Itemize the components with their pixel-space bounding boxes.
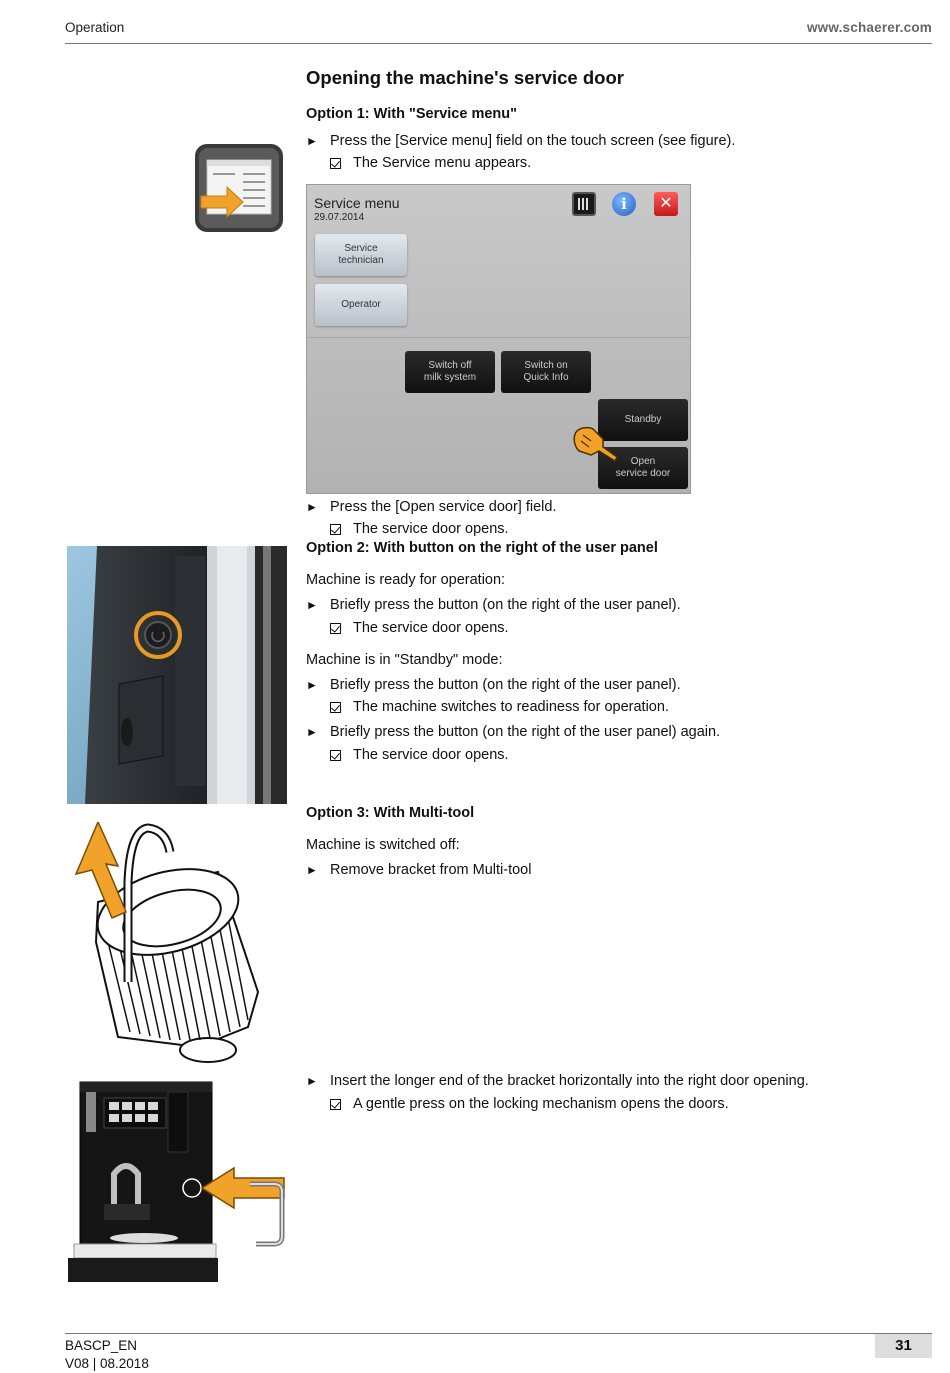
btn-line: Open: [630, 456, 656, 467]
step-text: Briefly press the button (on the right of the user panel).: [330, 677, 681, 693]
screen-date: 29.07.2014: [314, 212, 365, 223]
step-text: Press the [Service menu] field on the touch screen (see figure).: [330, 133, 736, 149]
option3-heading: Option 3: With Multi-tool: [306, 805, 475, 821]
step-arrow-icon: ►: [306, 863, 318, 877]
option3-step1: [306, 862, 531, 878]
result-text: A gentle press on the locking mechanism opens the doors.: [353, 1096, 729, 1112]
result-text: The service door opens.: [353, 521, 509, 537]
btn-line: Switch off: [428, 360, 472, 371]
step-arrow-icon: ►: [306, 134, 318, 148]
header-website: www.schaerer.com: [806, 20, 932, 35]
close-icon[interactable]: ✕: [654, 192, 678, 216]
option3-result2: [330, 1096, 729, 1112]
btn-line: milk system: [423, 372, 477, 383]
checkbox-tick-icon: [330, 1099, 341, 1110]
option2-result2: [330, 699, 669, 715]
step-arrow-icon: ►: [306, 678, 318, 692]
option2-condition1: Machine is ready for operation:: [306, 572, 506, 588]
info-icon[interactable]: i: [612, 192, 636, 216]
option1-step2: [306, 499, 556, 515]
option2-result1: [330, 620, 509, 636]
user-panel-button-image: [67, 546, 287, 804]
step-text: Remove bracket from Multi-tool: [330, 862, 532, 878]
btn-line: Service: [344, 243, 378, 254]
btn-line: Operator: [341, 299, 381, 310]
screen-divider: [307, 337, 690, 338]
checkbox-tick-icon: [330, 750, 341, 761]
screen-title: Service menu: [314, 195, 400, 211]
header-divider: [65, 43, 932, 44]
coffee-machine-image: [64, 1078, 288, 1288]
checkbox-tick-icon: [330, 702, 341, 713]
option2-result3: [330, 747, 509, 763]
result-text: The machine switches to readiness for operation.: [353, 699, 669, 715]
step-text: Briefly press the button (on the right of the user panel).: [330, 597, 681, 613]
option2-condition2: Machine is in "Standby" mode:: [306, 652, 503, 668]
step-arrow-icon: ►: [306, 500, 318, 514]
step-text: Briefly press the button (on the right of the user panel) again.: [330, 724, 721, 740]
btn-line: Switch on: [524, 360, 568, 371]
btn-line: service door: [615, 468, 671, 479]
page-title: Opening the machine's service door: [306, 67, 624, 88]
btn-line: Standby: [624, 414, 662, 425]
option2-step2: [306, 677, 681, 693]
step-arrow-icon: ►: [306, 725, 318, 739]
option2-step3: [306, 724, 720, 740]
option1-heading: Option 1: With "Service menu": [306, 106, 518, 122]
operator-button[interactable]: [315, 284, 407, 326]
option2-heading: Option 2: With button on the right of the user panel: [306, 540, 658, 556]
option3-step2: [306, 1073, 809, 1089]
header-section: Operation: [65, 20, 125, 35]
footer-divider: [65, 1333, 932, 1334]
btn-line: Quick Info: [523, 372, 569, 383]
multi-tool-image: [68, 822, 263, 1064]
step-arrow-icon: ►: [306, 598, 318, 612]
page-number: 31: [875, 1334, 932, 1358]
btn-line: technician: [338, 255, 384, 266]
step-text: Insert the longer end of the bracket horizontally into the right door opening.: [330, 1073, 809, 1089]
checkbox-tick-icon: [330, 158, 341, 169]
checkbox-tick-icon: [330, 623, 341, 634]
footer-version: V08 | 08.2018: [65, 1356, 149, 1371]
service-menu-icon: [193, 142, 285, 234]
option1-result1: [330, 155, 531, 171]
step-text: Press the [Open service door] field.: [330, 499, 557, 515]
pointing-hand-icon: [569, 421, 619, 465]
service-menu-screenshot: [306, 184, 691, 494]
option2-step1: [306, 597, 681, 613]
switch-on-quick-info-button[interactable]: [501, 351, 591, 393]
qr-code-icon[interactable]: [572, 192, 596, 216]
result-text: The service door opens.: [353, 747, 509, 763]
option1-result2: [330, 521, 509, 537]
result-text: The Service menu appears.: [353, 155, 532, 171]
switch-off-milk-system-button[interactable]: [405, 351, 495, 393]
option3-condition1: Machine is switched off:: [306, 837, 460, 853]
checkbox-tick-icon: [330, 524, 341, 535]
option1-step1: [306, 133, 735, 149]
service-technician-button[interactable]: [315, 234, 407, 276]
step-arrow-icon: ►: [306, 1074, 318, 1088]
footer-doc-id: BASCP_EN: [65, 1338, 138, 1353]
result-text: The service door opens.: [353, 620, 509, 636]
